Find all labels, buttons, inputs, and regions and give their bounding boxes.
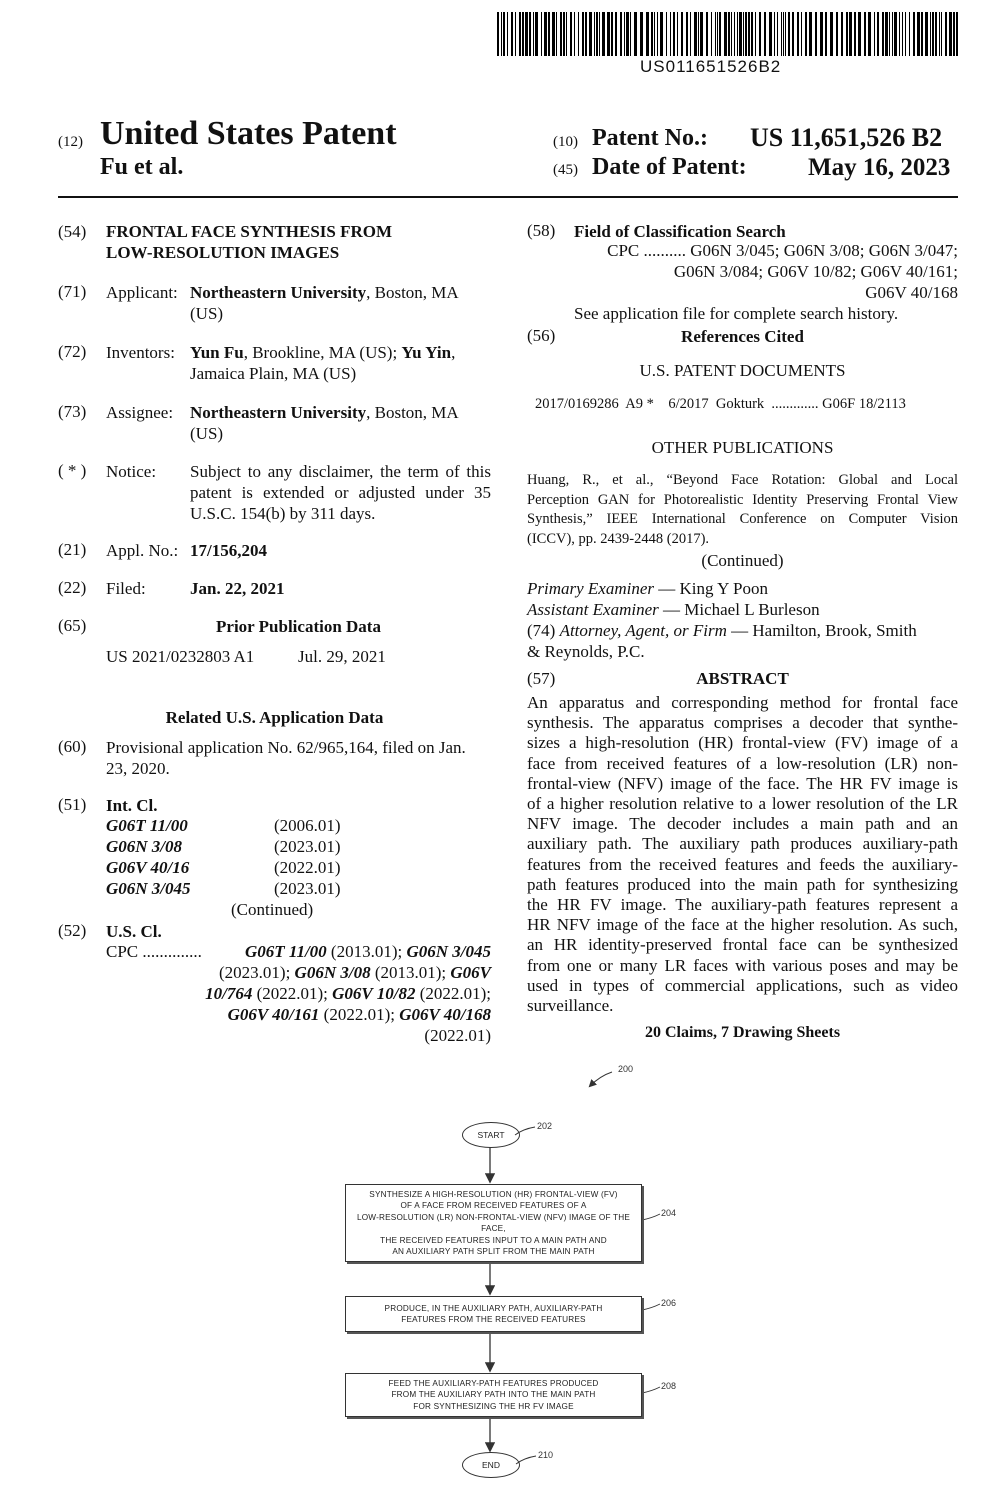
barcode-bar [611,12,613,56]
int-cl-row: G06N 3/045 (2023.01) [106,879,341,898]
provisional-text: Provisional application No. 62/965,164, filed on Jan. 23, 2020. [106,738,466,778]
barcode-bar [820,12,823,56]
barcode-bar [739,12,742,56]
barcode-bar [681,12,683,56]
invention-title: FRONTAL FACE SYNTHESIS FROM LOW-RESOLUTION IMAGES [106,222,393,262]
barcode-bar [715,12,716,56]
barcode-bar [501,12,502,56]
barcode-bar [781,12,782,56]
barcode-bar [585,12,587,56]
prior-publication-number: US 2021/0232803 A1 [106,647,255,666]
barcode-bar [805,12,807,56]
barcode-bar [925,12,928,56]
barcode-bar [921,12,923,56]
barcode-bar [563,12,565,56]
primary-examiner: Primary Examiner — King Y Poon [527,579,768,598]
barcode-bar [522,12,524,56]
barcode-bar [589,12,592,56]
int-cl-row: G06T 11/00 (2006.01) [106,816,341,835]
barcode-bar [953,12,955,56]
barcode-bar [673,12,675,56]
field-60-num: (60) [58,737,87,756]
flowchart-connectors [340,1060,700,1490]
field-22-num: (22) [58,578,87,597]
barcode-bar [497,12,499,56]
barcode-bar [566,12,567,56]
barcode-bar [657,12,658,56]
barcode-bar [529,12,531,56]
field-of-search-cpc: CPC .......... G06N 3/045; G06N 3/08; G06N 3/047; G06N 3/084; G06V 10/82; G06V 40/161; G06V 40/168 See application file for complete search history. [574,241,958,323]
abstract-line: sizes a high-resolution (HR) frontal-view (FV) image of a [527,733,958,753]
barcode-bar [634,12,637,56]
ref-202: 202 [537,1121,553,1131]
filed-label: Filed: [106,579,146,598]
barcode-bar [743,12,744,56]
us-cl-cpc-values: G06T 11/00 (2013.01); G06N 3/045 (2023.01); G06N 3/08 (2013.01); G06V 10/764 (2022.01); G06V 10/82 (2022.01); G06V 40/161 (2022.01); G06V 40/168 (2022.01) [205,942,491,1045]
barcode-bar [801,12,802,56]
barcode-bar [541,12,542,56]
applicant-value: Northeastern University, Boston, MA (US) [190,283,459,323]
barcode-bar [830,12,833,56]
barcode-bar [552,12,555,56]
barcode-bar [945,12,947,56]
barcode-bar [792,12,794,56]
field-56-num: (56) [527,326,556,345]
barcode [497,12,959,56]
barcode-bar [889,12,890,56]
prior-publication-heading: Prior Publication Data [216,617,381,636]
barcode-bar [666,12,667,56]
barcode-bar [690,12,691,56]
abstract-line: auxiliary path. The auxiliary path produces auxiliary-path [527,834,958,854]
abstract-line: the HR FV image. The auxiliary-path features represent a [527,895,958,915]
references-continued: (Continued) [701,551,784,570]
ref-leader-204 [642,1214,660,1220]
barcode-number: US011651526B2 [640,57,782,76]
assignee-value: Northeastern University, Boston, MA (US) [190,403,459,443]
appl-no-label: Appl. No.: [106,541,179,560]
us-cl-heading: U.S. Cl. [106,922,162,941]
barcode-bar [535,12,538,56]
abstract-text [527,693,958,1016]
barcode-bar [734,12,735,56]
barcode-bar [620,12,622,56]
barcode-bar [596,12,598,56]
barcode-bar [507,12,508,56]
barcode-bar [544,12,547,56]
field-21-num: (21) [58,540,87,559]
barcode-bar [882,12,884,56]
barcode-bar [797,12,799,56]
references-cited-heading: References Cited [681,327,804,346]
filed-value: Jan. 22, 2021 [190,579,285,598]
abstract-line: from one or many LR faces with various poses and may be [527,955,958,975]
barcode-bar [706,12,708,56]
field-58-num: (58) [527,221,556,240]
field-73-num: (73) [58,402,87,421]
int-cl-row: G06V 40/16 (2022.01) [106,858,341,877]
barcode-bar [909,12,910,56]
barcode-bar [783,12,784,56]
abstract-heading: ABSTRACT [696,669,789,688]
barcode-bar [949,12,952,56]
barcode-bar [515,12,516,56]
barcode-bar [533,12,534,56]
notice-text: Subject to any disclaimer, the term of this patent is extended or adjusted under 35 U.S.C. 154(b) by 311 days. [190,462,491,523]
us-patent-documents-heading: U.S. PATENT DOCUMENTS [639,361,846,380]
reference-us-patent: 2017/0169286 A9 * 6/2017 Gokturk ............. G06F 18/2113 [535,396,906,412]
barcode-bar [660,12,663,56]
barcode-bar [560,12,562,56]
barcode-bar [892,12,893,56]
barcode-bar [917,12,920,56]
barcode-bar [939,12,940,56]
barcode-bar [724,12,727,56]
barcode-bar [956,12,958,56]
related-data-heading: Related U.S. Application Data [165,708,384,727]
barcode-bar [759,12,761,56]
barcode-bar [582,12,584,56]
barcode-bar [511,12,513,56]
field-54-num: (54) [58,222,87,241]
field-72-num: (72) [58,342,87,361]
prior-publication-date: Jul. 29, 2021 [298,647,386,666]
step-box-206: PRODUCE, IN THE AUXILIARY PATH, AUXILIARY-PATH FEATURES FROM THE RECEIVED FEATURES [345,1296,642,1332]
ref-210: 210 [538,1450,554,1460]
assignee-label: Assignee: [106,403,174,422]
ref-leader-206 [642,1304,660,1310]
appl-no-value: 17/156,204 [190,541,267,560]
flowchart [340,1060,700,1490]
abstract-line: frontal-view (NFV) image of the face. The HR FV image is [527,773,958,793]
barcode-bar [548,12,550,56]
barcode-bar [646,12,649,56]
assistant-examiner: Assistant Examiner — Michael L Burleson [527,600,820,619]
barcode-bar [602,12,605,56]
barcode-bar [640,12,643,56]
barcode-bar [905,12,906,56]
barcode-bar [654,12,655,56]
barcode-bar [874,12,875,56]
barcode-bar [624,12,625,56]
barcode-bar [686,12,688,56]
barcode-bar [570,12,572,56]
int-cl-heading: Int. Cl. [106,796,158,815]
barcode-bar [630,12,631,56]
field-51-num: (51) [58,795,87,814]
abstract-line: features from the received features and feeds the auxiliary- [527,854,958,874]
barcode-bar [574,12,575,56]
other-publication: Huang, R., et al., “Beyond Face Rotation: Global and Local Perception GAN for Photorealistic Identity Preserving Frontal View Synthesis,” IEEE International Conference on Computer Vision (ICCV), pp. 2439-2448 (2017). [527,472,958,547]
barcode-bar [935,12,937,56]
barcode-bar [694,12,697,56]
barcode-bar [626,12,629,56]
ref-leader-208 [642,1387,660,1393]
header-rule [58,196,958,198]
kind-code-12: (12) [58,134,83,150]
applicant-label: Applicant: [106,283,178,302]
barcode-bar [503,12,505,56]
field-65-num: (65) [58,616,87,635]
barcode-bar [698,12,699,56]
barcode-bar [677,12,678,56]
patent-number: US 11,651,526 B2 [750,123,943,152]
step-box-208: FEED THE AUXILIARY-PATH FEATURES PRODUCED FROM THE AUXILIARY PATH INTO THE MAIN PATH FOR SYNTHESIZING THE HR FV IMAGE [345,1373,642,1417]
notice-label: Notice: [106,462,157,481]
abstract-line: HR NFV image of the face at the higher resolution. As such, [527,915,958,935]
ref-204: 204 [661,1208,677,1218]
barcode-bar [728,12,730,56]
end-terminal: END [462,1452,520,1478]
barcode-bar [737,12,738,56]
abstract-line: surveillance. [527,996,614,1016]
barcode-bar [525,12,528,56]
barcode-bar [836,12,838,56]
barcode-bar [899,12,900,56]
barcode-bar [599,12,600,56]
figure-ref-arrow [590,1072,612,1086]
barcode-bar [774,12,775,56]
barcode-bar [849,12,852,56]
field-of-search-heading: Field of Classification Search [574,222,786,241]
us-cl-cpc-label: CPC .............. [106,942,202,961]
abstract-line: path features produced into the main path for synthesizing [527,874,958,894]
barcode-bar [825,12,827,56]
barcode-bar [885,12,888,56]
inventors-label: Inventors: [106,343,175,362]
barcode-bar [913,12,915,56]
abstract-line: NFV image. The decoder includes a main path and an [527,814,958,834]
barcode-bar [841,12,843,56]
ref-208: 208 [661,1381,677,1391]
barcode-bar [751,12,753,56]
field-52-num: (52) [58,921,87,940]
barcode-bar [902,12,903,56]
abstract-line: of a higher resolution relative to a lower resolution of the LR [527,794,958,814]
claims-and-sheets: 20 Claims, 7 Drawing Sheets [644,1024,841,1041]
field-71-num: (71) [58,282,87,301]
barcode-bar [769,12,772,56]
barcode-bar [607,12,610,56]
barcode-bar [930,12,931,56]
barcode-bar [700,12,703,56]
barcode-bar [868,12,871,56]
barcode-bar [615,12,617,56]
date-of-patent: May 16, 2023 [808,154,951,181]
abstract-line: face from received features of a low-resolution (LR) non- [527,753,958,773]
patent-number-label: Patent No.: [592,125,708,151]
other-publications-heading: OTHER PUBLICATIONS [651,438,834,457]
date-of-patent-label: Date of Patent: [592,154,747,180]
attorney-agent-firm: (74) Attorney, Agent, or Firm — Hamilton, Brook, Smith & Reynolds, P.C. [527,621,917,661]
barcode-bar [556,12,557,56]
barcode-bar [731,12,732,56]
barcode-bar [858,12,861,56]
patent-authors: Fu et al. [100,154,184,180]
barcode-bar [809,12,812,56]
barcode-bar [717,12,718,56]
barcode-bar [777,12,778,56]
barcode-bar [519,12,521,56]
int-cl-continued: (Continued) [231,900,314,919]
barcode-bar [894,12,897,56]
notice-num: ( * ) [58,461,87,480]
barcode-bar [846,12,848,56]
abstract-line: An apparatus and corresponding method for frontal face [527,693,958,712]
barcode-bar [815,12,817,56]
barcode-bar [711,12,712,56]
barcode-bar [864,12,866,56]
barcode-bar [877,12,879,56]
start-terminal: START [462,1122,520,1148]
barcode-bar [941,12,942,56]
barcode-bar [764,12,766,56]
step-box-204: SYNTHESIZE A HIGH-RESOLUTION (HR) FRONTAL-VIEW (FV) OF A FACE FROM RECEIVED FEATURES OF A LOW-RESOLUTION (LR) NON-FRONTAL-VIEW (NFV) IMAGE OF THE FACE, THE RECEIVED FEATURES INPUT TO A MAIN PATH AND AN AUXILIARY PATH SPLIT FROM THE MAIN PATH [345,1184,642,1262]
patent-title: United States Patent [100,115,397,152]
barcode-bar [670,12,671,56]
kind-code-10: (10) [553,134,578,150]
int-cl-row: G06N 3/08 (2023.01) [106,837,341,856]
kind-code-45: (45) [553,162,578,178]
barcode-bar [788,12,790,56]
barcode-bar [578,12,579,56]
barcode-bar [745,12,747,56]
barcode-bar [651,12,653,56]
barcode-bar [748,12,750,56]
abstract-line: used in types of commercial applications, such as video [527,975,958,995]
barcode-bar [785,12,786,56]
barcode-bar [932,12,934,56]
inventors-value: Yun Fu, Brookline, MA (US); Yu Yin, Jamaica Plain, MA (US) [190,343,456,383]
barcode-bar [719,12,721,56]
abstract-line: synthesis. The apparatus comprises a decoder that synthe- [527,713,958,733]
barcode-bar [854,12,856,56]
ref-206: 206 [661,1298,677,1308]
abstract-line: an HR identity-preserved frontal face can be synthesized [527,935,958,955]
field-57-num: (57) [527,669,556,688]
figure-ref-200: 200 [618,1064,634,1074]
int-cl-table [106,815,356,899]
barcode-bar [594,12,595,56]
barcode-bar [755,12,756,56]
